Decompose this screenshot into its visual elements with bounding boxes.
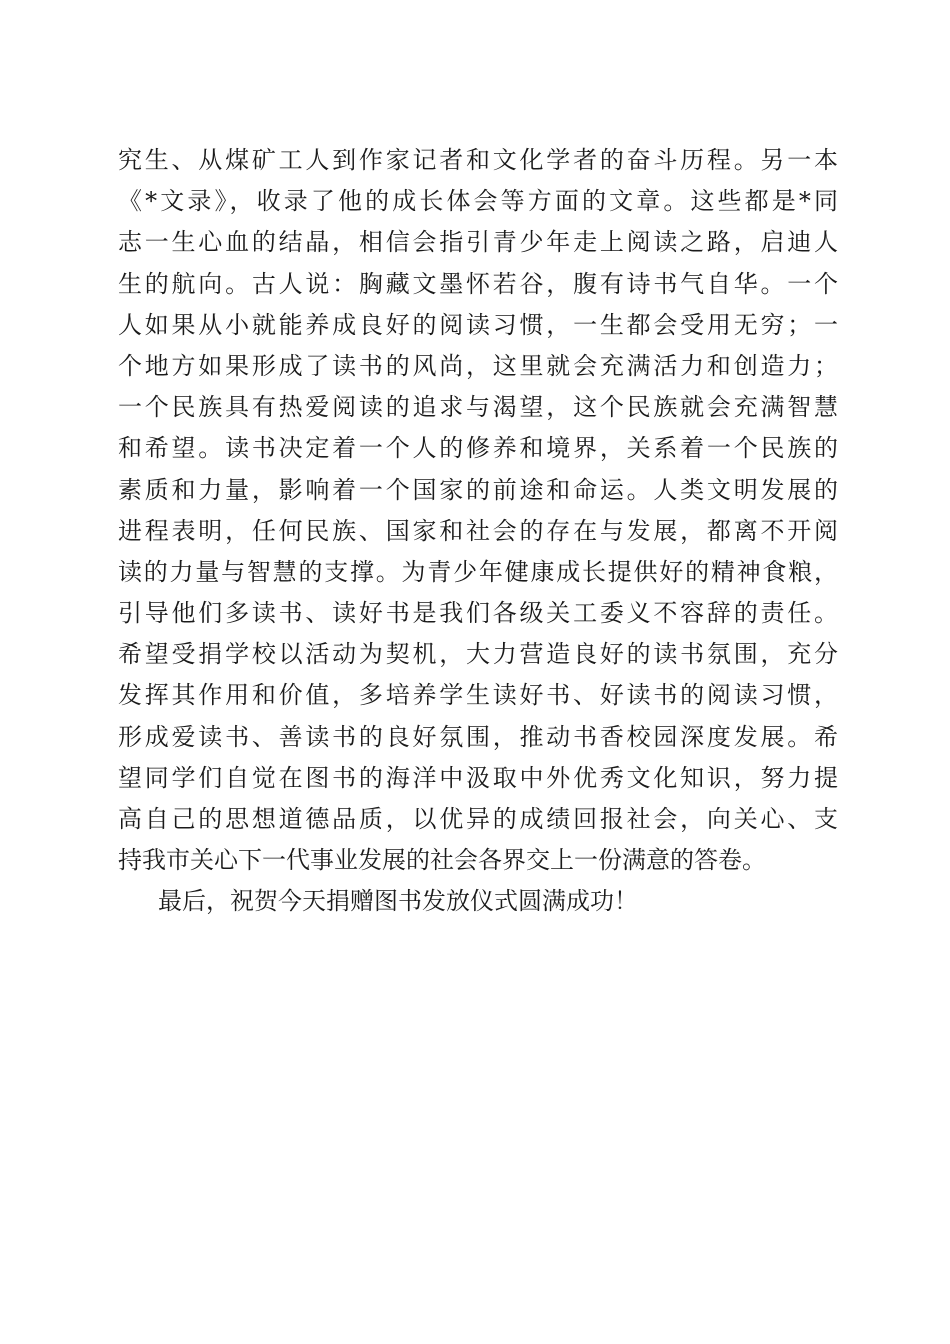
text-line: 和希望。读书决定着一个人的修养和境界，关系着一个民族的 bbox=[118, 434, 838, 463]
text-line: 生的航向。古人说：胸藏文墨怀若谷，腹有诗书气自华。一个 bbox=[118, 269, 838, 298]
text-line: 一个民族具有热爱阅读的追求与渴望，这个民族就会充满智慧 bbox=[118, 393, 838, 422]
body-text bbox=[118, 140, 838, 923]
text-line: 究生、从煤矿工人到作家记者和文化学者的奋斗历程。另一本 bbox=[118, 146, 838, 174]
text-line: 高自己的思想道德品质，以优异的成绩回报社会，向关心、支 bbox=[118, 805, 838, 833]
text-line: 引导他们多读书、读好书是我们各级关工委义不容辞的责任。 bbox=[118, 599, 838, 628]
text-line: 希望受捐学校以活动为契机，大力营造良好的读书氛围，充分 bbox=[118, 640, 838, 669]
text-line: 读的力量与智慧的支撑。为青少年健康成长提供好的精神食粮， bbox=[118, 557, 838, 586]
text-line: 《*文录》，收录了他的成长体会等方面的文章。这些都是*同 bbox=[118, 187, 838, 216]
text-line: 持我市关心下一代事业发展的社会各界交上一份满意的答卷。 bbox=[118, 846, 766, 875]
text-line: 进程表明，任何民族、国家和社会的存在与发展，都离不开阅 bbox=[118, 516, 838, 545]
text-line: 个地方如果形成了读书的风尚，这里就会充满活力和创造力； bbox=[118, 351, 838, 380]
text-line: 形成爱读书、善读书的良好氛围，推动书香校园深度发展。希 bbox=[118, 722, 838, 751]
text-line: 人如果从小就能养成良好的阅读习惯，一生都会受用无穷；一 bbox=[118, 310, 838, 339]
text-line: 志一生心血的结晶，相信会指引青少年走上阅读之路，启迪人 bbox=[118, 228, 838, 257]
text-line: 望同学们自觉在图书的海洋中汲取中外优秀文化知识，努力提 bbox=[118, 763, 838, 792]
closing-line: 最后，祝贺今天捐赠图书发放仪式圆满成功！ bbox=[158, 887, 638, 916]
text-line: 发挥其作用和价值，多培养学生读好书、好读书的阅读习惯， bbox=[118, 681, 838, 710]
text-line: 素质和力量，影响着一个国家的前途和命运。人类文明发展的 bbox=[118, 475, 838, 504]
